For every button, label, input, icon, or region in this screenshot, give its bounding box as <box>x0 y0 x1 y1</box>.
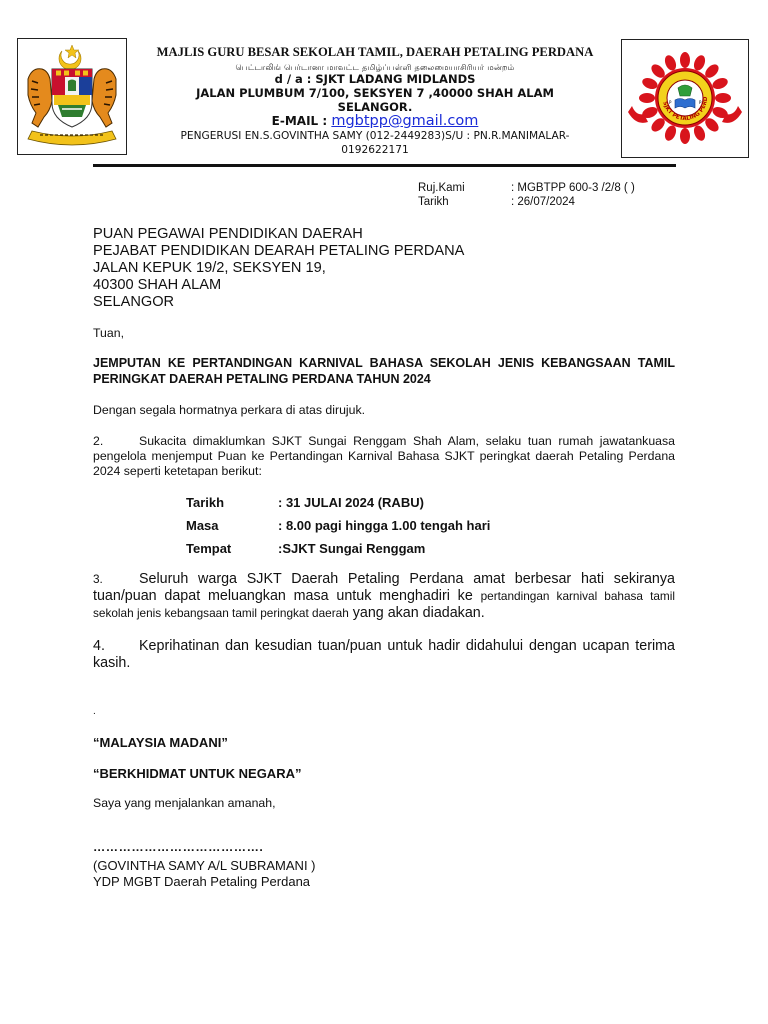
recipient-line: PEJABAT PENDIDIKAN DEARAH PETALING PERDANA <box>93 243 465 259</box>
event-detail-row <box>186 537 490 560</box>
detail-value: : 31 JULAI 2024 (RABU) <box>278 495 424 510</box>
detail-value: : 8.00 pagi hingga 1.00 tengah hari <box>278 518 491 533</box>
emblem-petal <box>711 76 730 91</box>
council-title-tamil: பெட்டாலிங் பெர்டானா மாவட்ட தமிழ்ப்பள்ளி தலைமையாசிரியர் மன்றம் <box>235 63 515 72</box>
paragraph-4 <box>93 638 675 672</box>
motto-malaysia-madani: “MALAYSIA MADANI” <box>93 735 228 750</box>
paragraph-number: 2. <box>93 434 104 448</box>
paragraph-3-text-c: yang akan diadakan. <box>348 605 485 621</box>
recipient-line: JALAN KEPUK 19/2, SEKSYEN 19, <box>93 260 326 276</box>
recipient-line: SELANGOR <box>93 294 175 310</box>
school-logo <box>621 39 749 158</box>
emblem-petal <box>663 54 678 73</box>
ref-value: : MGBTPP 600-3 /2/8 ( ) <box>511 182 635 194</box>
council-address <box>138 86 612 114</box>
president-line-2: 0192622171 <box>341 144 409 156</box>
emblem-petal <box>692 124 707 143</box>
paragraph-2 <box>93 434 675 479</box>
paragraph-4-text: Keprihatinan dan kesudian tuan/puan untuk hadir didahului dengan ucapan terima kasih. <box>93 638 675 671</box>
school-emblem-icon <box>622 40 748 157</box>
svg-text:P: P <box>669 100 672 105</box>
salutation: Tuan, <box>93 326 124 340</box>
ref-label: Ruj.Kami <box>418 182 465 194</box>
paragraph-3-text-b: pertandingan karnival bahasa tamil sekolah jenis kebangsaan tamil peringkat daerah <box>93 589 676 620</box>
letterhead-divider <box>93 164 676 167</box>
event-detail-row <box>186 491 490 514</box>
emblem-petal <box>641 76 660 91</box>
email-link[interactable]: mgbtpp@gmail.com <box>331 113 479 129</box>
signer-name: (GOVINTHA SAMY A/L SUBRAMANI ) <box>93 858 316 873</box>
paragraph-3 <box>93 571 675 622</box>
paragraph-2-text: Sukacita dimaklumkan SJKT Sungai Renggam Shah Alam, selaku tuan rumah jawatankuasa pengelola menjemput Puan ke Pertandingan Karnival Bahasa SJKT peringkat daerah Petaling Perdana 2024 seperti ketetapan berikut: <box>93 434 675 478</box>
email-label: E-MAIL : <box>271 114 328 128</box>
president-line <box>138 129 612 157</box>
opening-line: Dengan segala hormatnya perkara di atas dirujuk. <box>93 403 366 417</box>
address-line-1: JALAN PLUMBUM 7/100, SEKSYEN 7 ,40000 SHAH ALAM <box>196 86 554 100</box>
event-detail-row <box>186 514 490 537</box>
svg-text:P: P <box>699 100 702 105</box>
paragraph-number: 4. <box>93 638 105 654</box>
president-line-1: PENGERUSI EN.S.GOVINTHA SAMY (012-2449283)S/U : PN.R.MANIMALAR- <box>180 130 570 142</box>
detail-label: Tempat <box>186 541 232 556</box>
date-label: Tarikh <box>418 196 449 208</box>
coat-of-arms-icon <box>18 39 126 154</box>
emblem-petal <box>639 93 655 103</box>
motto-berkhidmat: “BERKHIDMAT UNTUK NEGARA” <box>93 766 302 781</box>
emblem-petal <box>680 128 690 144</box>
council-title: MAJLIS GURU BESAR SEKOLAH TAMIL, DAERAH PETALING PERDANA <box>156 45 594 59</box>
paragraph-number: 3. <box>93 572 103 586</box>
closing-line: Saya yang menjalankan amanah, <box>93 796 276 810</box>
stray-dot: . <box>93 706 96 717</box>
emblem-petal <box>692 54 707 73</box>
address-line-2: SELANGOR. <box>337 100 413 114</box>
recipient-line: PUAN PEGAWAI PENDIDIKAN DAERAH <box>93 226 363 242</box>
letter-subject: JEMPUTAN KE PERTANDINGAN KARNIVAL BAHASA SEKOLAH JENIS KEBANGSAAN TAMIL PERINGKAT DAERAH PETALING PERDANA TAHUN 2024 <box>93 356 675 386</box>
emblem-petal <box>715 93 731 103</box>
detail-label: Tarikh <box>186 495 225 510</box>
date-value: : 26/07/2024 <box>511 196 575 208</box>
signer-title: YDP MGBT Daerah Petaling Perdana <box>93 874 311 889</box>
event-details <box>186 491 490 560</box>
coat-of-arms-logo <box>17 38 127 155</box>
recipient-line: 40300 SHAH ALAM <box>93 277 222 293</box>
detail-value: :SJKT Sungai Renggam <box>278 541 426 556</box>
email-line <box>138 114 612 128</box>
recipient-address <box>93 226 464 311</box>
school-logo-ring-text: SJKT PETALING PERD <box>661 96 710 123</box>
emblem-petal <box>663 124 678 143</box>
emblem-petal <box>680 52 690 68</box>
detail-label: Masa <box>186 518 219 533</box>
care-of-line: d / a : SJKT LADANG MIDLANDS <box>274 72 476 86</box>
paragraph-3-text-a: Seluruh warga SJKT Daerah Petaling Perdana amat berbesar hati sekiranya tuan/puan dapat meluangkan masa untuk menghadiri ke <box>93 571 675 604</box>
signature-line: …………………………………. <box>93 840 264 854</box>
